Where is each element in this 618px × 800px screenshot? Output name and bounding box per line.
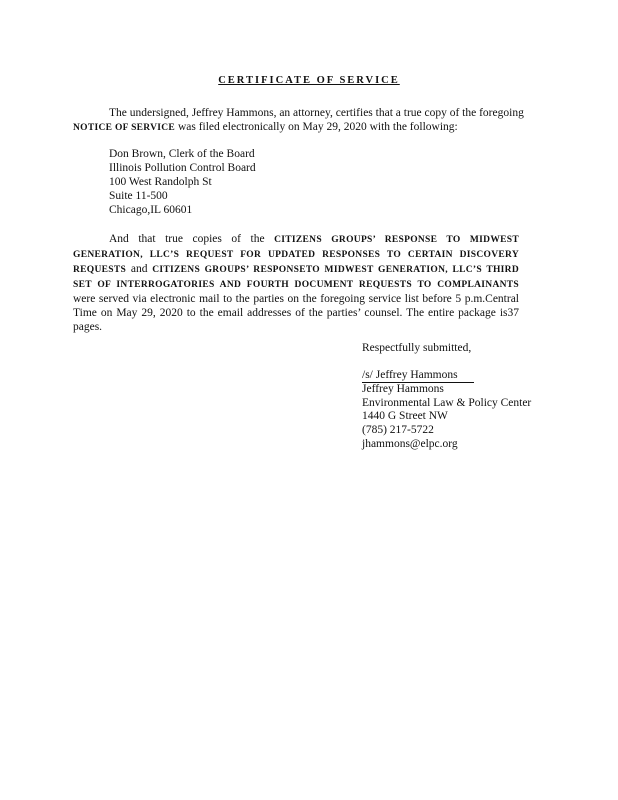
address-line-3: 100 West Randolph St [109,176,212,188]
para2-document-title-1: CITIZENS GROUPS’ RESPONSE TO MIDWEST GENERATION, LLC’S REQUEST FOR UPDATED RESPONSES TO CERTAIN DISCOVERY REQUESTS [73,235,519,275]
signer-organization: Environmental Law & Policy Center [362,396,532,409]
para1-notice-title: NOTICE OF SERVICE [73,123,176,133]
signature-block [362,341,531,451]
document-title: CERTIFICATE OF SERVICE [218,75,400,86]
para2-text-a: And that true copies of the [109,233,275,245]
recipient-address [109,147,256,217]
para2-document-title-2: CITIZENS GROUPS’ RESPONSETO MIDWEST GENERATION, LLC’S THIRD SET OF INTERROGATORIES AND FOURTH DOCUMENT REQUESTS TO COMPLAINANTS [73,265,519,290]
para2-text-c: were served via electronic mail to the parties on the foregoing service list before 5 p.m.Central Time on May 29, 2020 to the email addresses of the parties’ counsel. The entire package is37 pages. [73,293,519,333]
para1-text-b: was filed electronically on May 29, 2020 with the following: [175,121,458,133]
address-line-5: Chicago,IL 60601 [109,204,193,216]
address-line-1: Don Brown, Clerk of the Board [109,148,255,160]
electronic-signature: /s/ Jeffrey Hammons [362,368,474,383]
signer-street: 1440 G Street NW [362,410,448,423]
closing: Respectfully submitted, [362,342,472,354]
signer-name: Jeffrey Hammons [362,383,444,396]
signer-email: jhammons@elpc.org [362,437,458,450]
service-paragraph [73,232,519,334]
address-line-2: Illinois Pollution Control Board [109,162,256,174]
address-line-4: Suite 11-500 [109,190,168,202]
para1-text-a: The undersigned, Jeffrey Hammons, an attorney, certifies that a true copy of the foregoing [109,107,524,119]
certification-paragraph [73,106,543,135]
signer-phone: (785) 217-5722 [362,424,434,437]
para2-text-b: and [126,263,153,275]
